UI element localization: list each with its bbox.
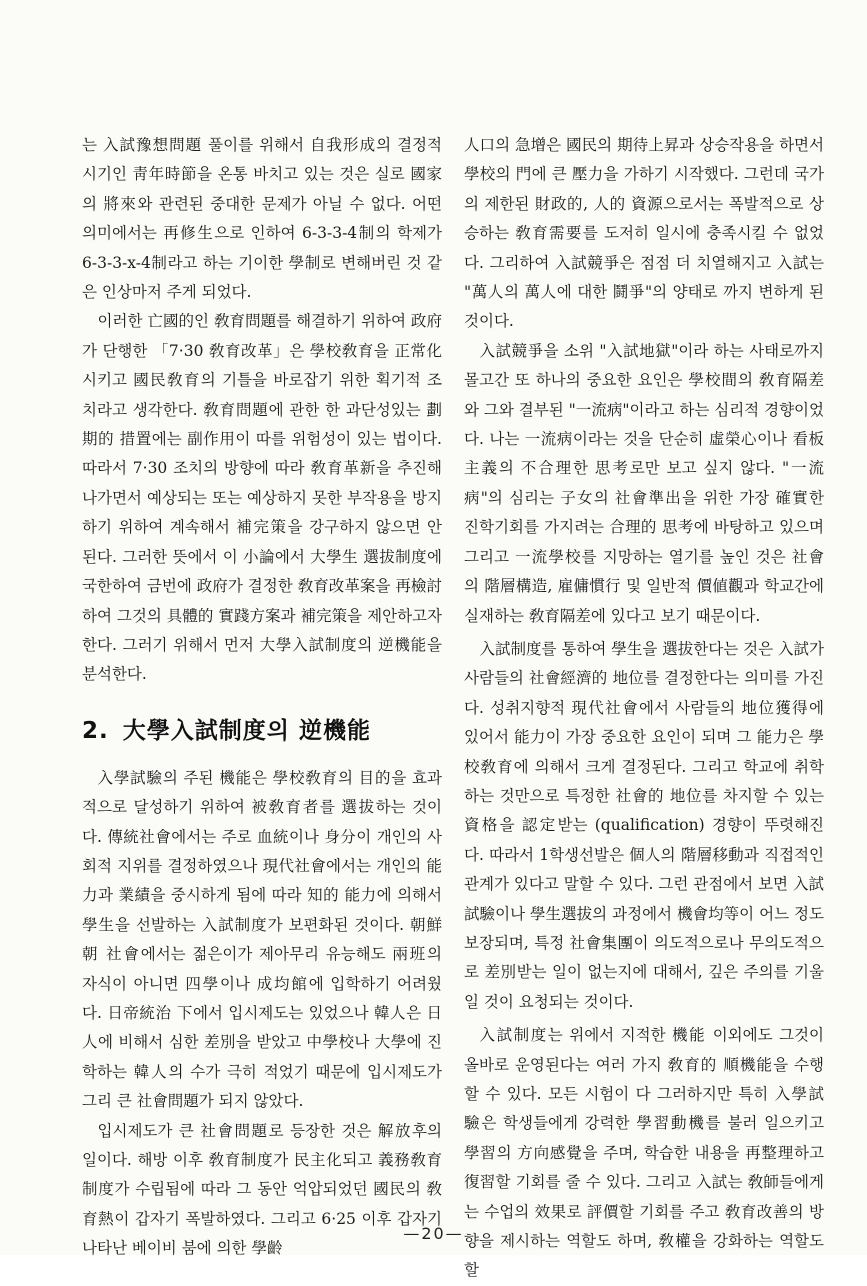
body-paragraph: 入學試驗의 주된 機能은 學校敎育의 目的을 효과적으로 달성하기 위하여 被敎育者를 選拔하는 것이다. 傳統社會에서는 주로 血統이나 身分이 개인의 사회적 지위를 결정하였으나 現代社會에서는 개인의 能力과 業績을 중시하게 됨에 따라 知的 能力에 의해서 學生을 선발하는 入試制度가 보편화된 것이다. 朝鮮朝 社會에서는 젊은이가 제아무리 유능해도 兩班의 자식이 아니면 四學이나 成均館에 입학하기 어려웠다. 日帝統治 下에서 입시제도는 있었으나 韓人은 日人에 비해서 심한 差別을 받았고 中學校나 大學에 진학하는 韓人의 수가 극히 적었기 때문에 입시제도가 그리 큰 社會問題가 되지 않았다.	[82, 768, 442, 1111]
section-heading	[82, 716, 442, 746]
body-paragraph: 入試制度를 통하여 學生을 選拔한다는 것은 入試가 사람들의 社會經濟的 地位를 결정한다는 의미를 가진다. 성취지향적 現代社會에서 사람들의 地位獲得에 있어서 能力이 가장 중요한 요인이 되며 그 能力은 學校敎育에 의해서 크게 결정된다. 그리고 학교에 취학하는 것만으로 특정한 社會的 地位를 차지할 수 있는 資格을 認定받는 (qualification) 경향이 뚜렷해진다. 따라서 1학생선발은 個人의 階層移動과 직접적인 관계가 있다고 말할 수 있다. 그런 관점에서 보면 入試試驗이나 學生選拔의 과정에서 機會均等이 어느 정도 보장되며, 특정 社會集團이 의도적으로나 무의도적으로 差別받는 일이 없는지에 대해서, 깊은 주의를 기울일 것이 요청되는 것이다.	[464, 639, 824, 1011]
body-paragraph: 人口의 急增은 國民의 期待上昇과 상승작용을 하면서 學校의 門에 큰 壓力을 가하기 시작했다. 그런데 국가의 제한된 財政的, 人的 資源으로서는 폭발적으로 상승하는 敎育需要를 도저히 일시에 충족시킬 수 없었다. 그리하여 入試競爭은 점점 더 치열해지고 入試는 "萬人의 萬人에 대한 鬪爭"의 양태로 까지 변하게 된 것이다.	[464, 136, 824, 331]
body-paragraph: 입시제도가 큰 社會問題로 등장한 것은 解放후의 일이다. 해방 이후 敎育制度가 民主化되고 義務敎育制度가 수립됨에 따라 그 동안 억압되었던 國民의 敎育熱이 갑자기 폭발하였다. 그리고 6·25 이후 갑자기 나타난 베이비 붐에 의한 學齡	[82, 1121, 442, 1258]
body-paragraph: 는 入試豫想問題 풀이를 위해서 自我形成의 결정적 시기인 靑年時節을 온통 바치고 있는 것은 실로 國家의 將來와 관련된 중대한 문제가 아닐 수 없다. 어떤 의미에서는 再修生으로 인하여 6-3-3-4制의 학제가 6-3-3-x-4制라고 하는 기이한 學制로 변해버린 것 같은 인상마저 주게 되었다.	[82, 136, 442, 302]
section-title: 大學入試制度의 逆機能	[122, 717, 371, 744]
left-column	[82, 131, 442, 1264]
body-paragraph: 入試制度는 위에서 지적한 機能 이외에도 그것이 올바로 운영된다는 여러 가지 敎育的 順機能을 수행할 수 있다. 모든 시험이 다 그러하지만 특히 入學試驗은 학생들에게 강력한 學習動機를 불러 일으키고 學習의 方向感覺을 주며, 학습한 내용을 再整理하고 復習할 기회를 줄 수 있다. 그리고 入試는 敎師들에게는 수업의 效果로 評價할 기회를 주고 敎育改善의 방향을 제시하는 역할도 하며, 敎權을 강화하는 역할도 할	[464, 1026, 824, 1280]
section-number: 2.	[82, 717, 109, 744]
body-paragraph: 入試競爭을 소위 "入試地獄"이라 하는 사태로까지 몰고간 또 하나의 중요한 요인은 學校間의 敎育隔差와 그와 결부된 "一流病"이라고 하는 심리적 경향이었다. 나는 一流病이라는 것을 단순히 虛榮心이나 看板主義의 不合理한 思考로만 보고 싶지 않다. "一流病"의 심리는 子女의 社會準出을 위한 가장 確實한 진학기회를 가지려는 合理的 思考에 바탕하고 있으며 그리고 一流學校를 지망하는 열기를 높인 것은 社會의 階層構造, 雇傭慣行 및 일반적 價値觀과 학교간에 실재하는 敎育隔差에 있다고 보기 때문이다.	[464, 341, 824, 625]
right-column	[464, 131, 824, 1286]
page-number: —20—	[403, 1224, 464, 1243]
body-paragraph: 이러한 亡國的인 敎育問題를 해결하기 위하여 政府가 단행한 「7·30 敎育改革」은 學校敎育을 正常化시키고 國民敎育의 기틀을 바로잡기 위한 획기적 조치라고 생각한다. 敎育問題에 관한 한 과단성있는 劃期的 措置에는 副作用이 따를 위험성이 있는 법이다. 따라서 7·30 조치의 방향에 따라 敎育革新을 추진해 나가면서 예상되는 또는 예상하지 못한 부작용을 방지하기 위하여 계속해서 補完策을 강구하지 않으면 안된다. 그러한 뜻에서 이 小論에서 大學生 選拔制度에 국한하여 금번에 政府가 결정한 敎育改革案을 再檢討하여 그것의 具體的 實踐方案과 補完策을 제안하고자 한다. 그러기 위해서 먼저 大學入試制度의 逆機能을 분석한다.	[82, 312, 442, 684]
